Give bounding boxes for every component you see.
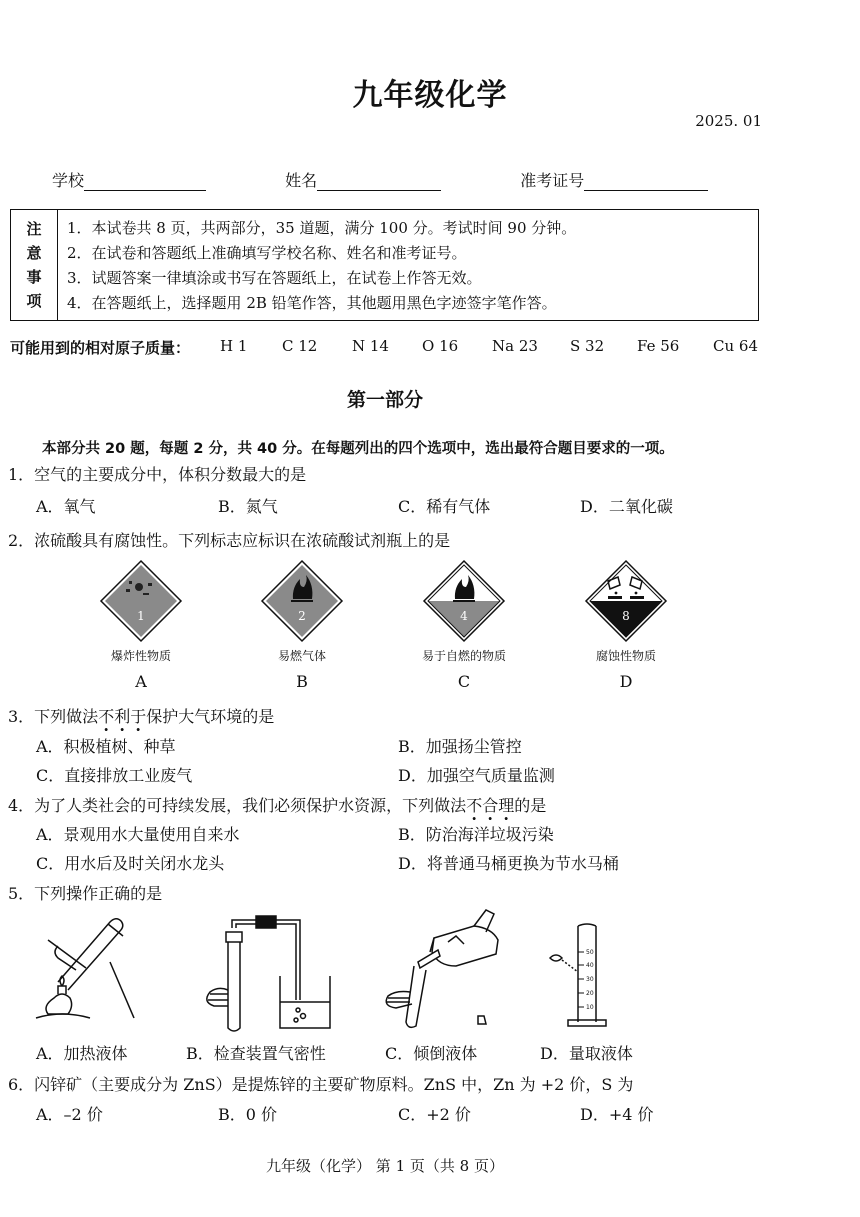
atomic-mass: Fe 56 bbox=[637, 337, 680, 355]
exam-id-label: 准考证号 bbox=[520, 171, 585, 190]
question-3-stem bbox=[8, 704, 274, 727]
exam-date: 2025. 01 bbox=[695, 112, 762, 130]
sign-caption: 易于自燃的物质 bbox=[421, 649, 506, 663]
flame-icon bbox=[422, 559, 506, 643]
school-label: 学校 bbox=[52, 171, 85, 190]
q4-option-d[interactable]: D．将普通马桶更换为节水马桶 bbox=[398, 854, 619, 873]
notice-item: 2．在试卷和答题纸上准确填写学校名称、姓名和准考证号。 bbox=[67, 244, 467, 262]
notice-box bbox=[10, 209, 759, 321]
measuring-cylinder-illustration bbox=[540, 914, 660, 1034]
page-title: 九年级化学 bbox=[352, 78, 508, 113]
name-label: 姓名 bbox=[285, 171, 318, 190]
stem-text: 3．下列做法 bbox=[8, 707, 99, 726]
question-2-stem: 2．浓硫酸具有腐蚀性。下列标志应标识在浓硫酸试剂瓶上的是 bbox=[8, 531, 451, 550]
school-field[interactable] bbox=[52, 168, 206, 191]
sign-number: 8 bbox=[622, 609, 630, 623]
atomic-mass: Cu 64 bbox=[713, 337, 758, 355]
stem-text: 的是 bbox=[514, 796, 547, 815]
atomic-mass: C 12 bbox=[282, 337, 318, 355]
q1-option-d[interactable]: D．二氧化碳 bbox=[580, 497, 673, 516]
q3-option-c[interactable]: C．直接排放工业废气 bbox=[36, 766, 193, 785]
stem-text: 保护大气环境的是 bbox=[146, 707, 275, 726]
atomic-masses-label: 可能用到的相对原子质量： bbox=[10, 339, 191, 357]
page-footer: 九年级（化学） 第 1 页（共 8 页） bbox=[266, 1157, 504, 1175]
flame-icon bbox=[260, 559, 344, 643]
svg-text:30: 30 bbox=[586, 976, 594, 983]
notice-heading-char: 注 bbox=[26, 220, 42, 238]
q3-option-d[interactable]: D．加强空气质量监测 bbox=[398, 766, 555, 785]
notice-heading bbox=[11, 210, 58, 320]
atomic-mass: N 14 bbox=[352, 337, 389, 355]
notice-item: 3．试题答案一律填涂或书写在答题纸上，在试卷上作答无效。 bbox=[67, 269, 482, 287]
q5-option-d[interactable]: D．量取液体 bbox=[540, 1044, 633, 1063]
svg-text:40: 40 bbox=[586, 962, 594, 969]
q5-option-c[interactable]: C．倾倒液体 bbox=[385, 1044, 478, 1063]
q3-option-a[interactable]: A．积极植树、种草 bbox=[36, 737, 176, 756]
section-intro: 本部分共 20 题，每题 2 分，共 40 分。在每题列出的四个选项中，选出最符合题目要求的一项。 bbox=[42, 441, 674, 457]
q1-option-b[interactable]: B．氮气 bbox=[218, 497, 278, 516]
heating-liquid-illustration bbox=[28, 910, 148, 1034]
name-field[interactable] bbox=[285, 168, 441, 191]
sign-number: 4 bbox=[460, 609, 468, 623]
emphasis-text bbox=[466, 796, 514, 815]
sign-caption: 易燃气体 bbox=[277, 649, 326, 663]
question-5-stem: 5．下列操作正确的是 bbox=[8, 884, 163, 903]
svg-text:20: 20 bbox=[586, 990, 594, 997]
atomic-masses bbox=[10, 337, 770, 358]
stem-text: 4．为了人类社会的可持续发展，我们必须保护水资源，下列做法 bbox=[8, 796, 467, 815]
svg-text:10: 10 bbox=[586, 1004, 594, 1011]
atomic-mass: S 32 bbox=[570, 337, 605, 355]
q4-option-b[interactable]: B．防治海洋垃圾污染 bbox=[398, 825, 554, 844]
emphasis-char: 利 bbox=[114, 707, 131, 726]
q3-option-b[interactable]: B．加强扬尘管控 bbox=[398, 737, 522, 756]
airtightness-check-illustration bbox=[190, 910, 340, 1034]
q6-option-c[interactable]: C．+2 价 bbox=[398, 1105, 471, 1124]
pouring-liquid-illustration bbox=[374, 906, 514, 1034]
sign-number: 1 bbox=[137, 609, 145, 623]
q4-option-c[interactable]: C．用水后及时关闭水龙头 bbox=[36, 854, 225, 873]
q5-option-b[interactable]: B．检查装置气密性 bbox=[186, 1044, 326, 1063]
sign-number: 2 bbox=[298, 609, 306, 623]
notice-heading-char: 项 bbox=[26, 292, 42, 310]
emphasis-char: 于 bbox=[130, 707, 147, 726]
q1-option-a[interactable]: A．氧气 bbox=[36, 497, 96, 516]
question-6-stem: 6．闪锌矿（主要成分为 ZnS）是提炼锌的主要矿物原料。ZnS 中，Zn 为 +2 价，S 为 bbox=[8, 1075, 634, 1094]
emphasis-char: 合 bbox=[482, 796, 499, 815]
sign-caption: 爆炸性物质 bbox=[110, 649, 171, 663]
question-1-stem: 1．空气的主要成分中，体积分数最大的是 bbox=[8, 465, 307, 484]
explosive-icon bbox=[99, 559, 183, 643]
q2-option-d[interactable]: D bbox=[619, 672, 633, 691]
q1-option-c[interactable]: C．稀有气体 bbox=[398, 497, 491, 516]
atomic-mass: H 1 bbox=[220, 337, 248, 355]
sign-caption: 腐蚀性物质 bbox=[595, 649, 656, 663]
q6-option-d[interactable]: D．+4 价 bbox=[580, 1105, 654, 1124]
q2-option-a[interactable]: A bbox=[135, 672, 147, 691]
notice-item: 4．在答题纸上，选择题用 2B 铅笔作答，其他题用黑色字迹签字笔作答。 bbox=[67, 294, 557, 312]
notice-item: 1．本试卷共 8 页，共两部分，35 道题，满分 100 分。考试时间 90 分钟。 bbox=[67, 219, 577, 237]
emphasis-text bbox=[98, 707, 146, 726]
q2-option-c[interactable]: C bbox=[457, 672, 471, 691]
corrosive-icon bbox=[584, 559, 668, 643]
question-4-stem bbox=[8, 793, 546, 816]
notice-heading-char: 事 bbox=[26, 268, 42, 286]
q2-option-b[interactable]: B bbox=[296, 672, 308, 691]
q6-option-a[interactable]: A．–2 价 bbox=[36, 1105, 103, 1124]
atomic-mass: O 16 bbox=[422, 337, 459, 355]
notice-heading-char: 意 bbox=[26, 244, 42, 262]
q4-option-a[interactable]: A．景观用水大量使用自来水 bbox=[36, 825, 240, 844]
emphasis-char: 不 bbox=[98, 707, 115, 726]
svg-text:50: 50 bbox=[586, 949, 594, 956]
atomic-mass: Na 23 bbox=[492, 337, 538, 355]
student-info-fields bbox=[52, 168, 752, 191]
emphasis-char: 不 bbox=[466, 796, 483, 815]
section-title: 第一部分 bbox=[346, 389, 423, 411]
emphasis-char: 理 bbox=[498, 796, 515, 815]
q5-option-a[interactable]: A．加热液体 bbox=[36, 1044, 128, 1063]
exam-id-field[interactable] bbox=[520, 168, 708, 191]
q6-option-b[interactable]: B．0 价 bbox=[218, 1105, 278, 1124]
